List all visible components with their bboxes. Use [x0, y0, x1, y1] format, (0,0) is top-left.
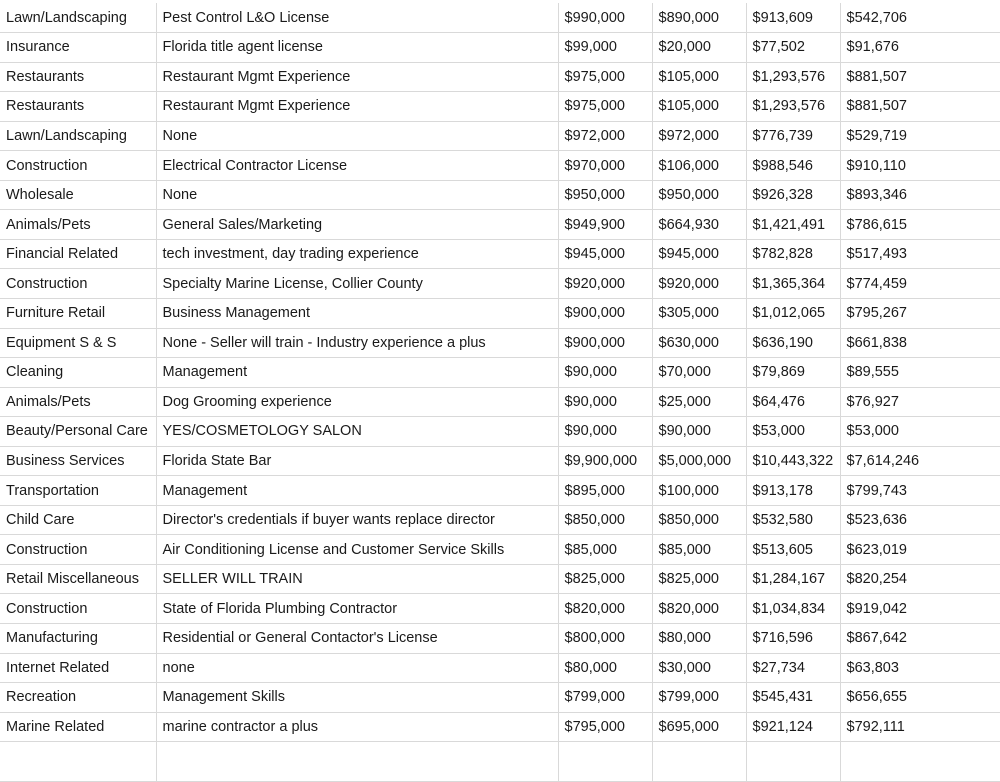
cell-requirements[interactable]: Pest Control L&O License [156, 3, 558, 33]
data-table [0, 3, 1000, 782]
cell-category[interactable]: Internet Related [0, 653, 156, 683]
cell-category[interactable]: Financial Related [0, 239, 156, 269]
table-row[interactable] [0, 151, 1000, 181]
cell-cash-flow[interactable]: $529,719 [840, 121, 1000, 151]
cell-requirements[interactable]: Specialty Marine License, Collier County [156, 269, 558, 299]
cell-category[interactable]: Child Care [0, 505, 156, 535]
cell-gross-revenue[interactable]: $545,431 [746, 683, 840, 713]
cell-asking-price[interactable]: $90,000 [558, 358, 652, 388]
cell-gross-revenue[interactable]: $10,443,322 [746, 446, 840, 476]
table-row[interactable] [0, 476, 1000, 506]
cell-gross-revenue[interactable]: $532,580 [746, 505, 840, 535]
cell-requirements[interactable]: None - Seller will train - Industry experience a plus [156, 328, 558, 358]
table-row[interactable] [0, 33, 1000, 63]
cell-requirements[interactable]: Air Conditioning License and Customer Service Skills [156, 535, 558, 565]
table-row[interactable] [0, 298, 1000, 328]
table-row[interactable] [0, 505, 1000, 535]
cell-gross-revenue[interactable]: $53,000 [746, 417, 840, 447]
cell-down-payment[interactable]: $5,000,000 [652, 446, 746, 476]
cell-gross-revenue[interactable]: $1,034,834 [746, 594, 840, 624]
cell-gross-revenue[interactable]: $913,609 [746, 3, 840, 33]
cell-requirements[interactable]: General Sales/Marketing [156, 210, 558, 240]
cell-asking-price[interactable]: $90,000 [558, 387, 652, 417]
cell-asking-price[interactable]: $9,900,000 [558, 446, 652, 476]
cell-cash-flow[interactable]: $881,507 [840, 92, 1000, 122]
cell-cash-flow[interactable]: $919,042 [840, 594, 1000, 624]
cell-requirements[interactable]: Florida State Bar [156, 446, 558, 476]
cell-category[interactable]: Recreation [0, 683, 156, 713]
cell-requirements[interactable]: none [156, 653, 558, 683]
cell-asking-price[interactable]: $799,000 [558, 683, 652, 713]
cell-category[interactable]: Cleaning [0, 358, 156, 388]
cell-requirements[interactable]: tech investment, day trading experience [156, 239, 558, 269]
cell-cash-flow[interactable]: $76,927 [840, 387, 1000, 417]
cell-asking-price[interactable]: $850,000 [558, 505, 652, 535]
cell-cash-flow[interactable]: $774,459 [840, 269, 1000, 299]
cell-requirements[interactable]: Florida title agent license [156, 33, 558, 63]
cell-gross-revenue[interactable]: $79,869 [746, 358, 840, 388]
cell-category[interactable]: Transportation [0, 476, 156, 506]
cell-gross-revenue[interactable]: $64,476 [746, 387, 840, 417]
cell-down-payment[interactable]: $105,000 [652, 92, 746, 122]
cell-asking-price[interactable]: $795,000 [558, 712, 652, 742]
cell-requirements[interactable]: Electrical Contractor License [156, 151, 558, 181]
cell-asking-price[interactable]: $900,000 [558, 328, 652, 358]
table-row[interactable] [0, 210, 1000, 240]
table-row[interactable] [0, 594, 1000, 624]
cell-cash-flow[interactable]: $820,254 [840, 564, 1000, 594]
cell-gross-revenue[interactable]: $913,178 [746, 476, 840, 506]
cell-down-payment[interactable]: $630,000 [652, 328, 746, 358]
cell-requirements[interactable]: Management [156, 476, 558, 506]
cell-requirements[interactable]: Director's credentials if buyer wants replace director [156, 505, 558, 535]
cell-cash-flow[interactable]: $523,636 [840, 505, 1000, 535]
cell-gross-revenue[interactable]: $716,596 [746, 623, 840, 653]
cell-gross-revenue[interactable]: $636,190 [746, 328, 840, 358]
table-row[interactable] [0, 328, 1000, 358]
cell-cash-flow[interactable]: $656,655 [840, 683, 1000, 713]
cell-asking-price[interactable]: $820,000 [558, 594, 652, 624]
cell-gross-revenue[interactable]: $1,421,491 [746, 210, 840, 240]
cell-asking-price[interactable]: $920,000 [558, 269, 652, 299]
cell-cash-flow[interactable]: $89,555 [840, 358, 1000, 388]
cell-gross-revenue[interactable]: $1,284,167 [746, 564, 840, 594]
table-body [0, 3, 1000, 782]
table-row[interactable] [0, 564, 1000, 594]
cell-requirements[interactable]: Management Skills [156, 683, 558, 713]
cell-down-payment[interactable]: $799,000 [652, 683, 746, 713]
cell-down-payment[interactable]: $820,000 [652, 594, 746, 624]
cell-requirements[interactable]: None [156, 121, 558, 151]
cell-requirements[interactable]: SELLER WILL TRAIN [156, 564, 558, 594]
cell-category[interactable]: Beauty/Personal Care [0, 417, 156, 447]
cell-down-payment[interactable]: $950,000 [652, 180, 746, 210]
cell-category[interactable]: Construction [0, 151, 156, 181]
cell-down-payment[interactable]: $80,000 [652, 623, 746, 653]
table-row[interactable] [0, 712, 1000, 742]
table-row[interactable] [0, 653, 1000, 683]
cell-down-payment[interactable]: $920,000 [652, 269, 746, 299]
cell-cash-flow[interactable]: $91,676 [840, 33, 1000, 63]
empty-cell[interactable] [652, 742, 746, 782]
empty-cell[interactable] [558, 742, 652, 782]
table-row[interactable] [0, 62, 1000, 92]
cell-requirements[interactable]: Residential or General Contactor's License [156, 623, 558, 653]
table-row[interactable] [0, 535, 1000, 565]
cell-down-payment[interactable]: $30,000 [652, 653, 746, 683]
empty-cell[interactable] [156, 742, 558, 782]
cell-gross-revenue[interactable]: $1,293,576 [746, 92, 840, 122]
cell-requirements[interactable]: YES/COSMETOLOGY SALON [156, 417, 558, 447]
cell-asking-price[interactable]: $900,000 [558, 298, 652, 328]
cell-category[interactable]: Furniture Retail [0, 298, 156, 328]
cell-down-payment[interactable]: $105,000 [652, 62, 746, 92]
cell-cash-flow[interactable]: $893,346 [840, 180, 1000, 210]
table-row[interactable] [0, 623, 1000, 653]
empty-row[interactable] [0, 742, 1000, 782]
cell-cash-flow[interactable]: $53,000 [840, 417, 1000, 447]
cell-asking-price[interactable]: $80,000 [558, 653, 652, 683]
cell-category[interactable]: Construction [0, 594, 156, 624]
cell-cash-flow[interactable]: $517,493 [840, 239, 1000, 269]
cell-down-payment[interactable]: $890,000 [652, 3, 746, 33]
cell-asking-price[interactable]: $825,000 [558, 564, 652, 594]
cell-gross-revenue[interactable]: $988,546 [746, 151, 840, 181]
cell-requirements[interactable]: marine contractor a plus [156, 712, 558, 742]
cell-asking-price[interactable]: $895,000 [558, 476, 652, 506]
cell-gross-revenue[interactable]: $921,124 [746, 712, 840, 742]
cell-down-payment[interactable]: $25,000 [652, 387, 746, 417]
cell-cash-flow[interactable]: $799,743 [840, 476, 1000, 506]
cell-gross-revenue[interactable]: $782,828 [746, 239, 840, 269]
cell-gross-revenue[interactable]: $1,293,576 [746, 62, 840, 92]
cell-asking-price[interactable]: $975,000 [558, 92, 652, 122]
cell-gross-revenue[interactable]: $1,365,364 [746, 269, 840, 299]
cell-asking-price[interactable]: $950,000 [558, 180, 652, 210]
cell-down-payment[interactable]: $305,000 [652, 298, 746, 328]
table-row[interactable] [0, 180, 1000, 210]
table-row[interactable] [0, 358, 1000, 388]
cell-gross-revenue[interactable]: $27,734 [746, 653, 840, 683]
cell-cash-flow[interactable]: $795,267 [840, 298, 1000, 328]
table-row[interactable] [0, 121, 1000, 151]
cell-category[interactable]: Retail Miscellaneous [0, 564, 156, 594]
cell-down-payment[interactable]: $90,000 [652, 417, 746, 447]
cell-category[interactable]: Wholesale [0, 180, 156, 210]
empty-cell[interactable] [840, 742, 1000, 782]
cell-requirements[interactable]: Dog Grooming experience [156, 387, 558, 417]
table-row[interactable] [0, 269, 1000, 299]
cell-asking-price[interactable]: $945,000 [558, 239, 652, 269]
cell-category[interactable]: Equipment S & S [0, 328, 156, 358]
cell-cash-flow[interactable]: $867,642 [840, 623, 1000, 653]
cell-category[interactable]: Construction [0, 535, 156, 565]
table-row[interactable] [0, 446, 1000, 476]
cell-cash-flow[interactable]: $7,614,246 [840, 446, 1000, 476]
cell-asking-price[interactable]: $975,000 [558, 62, 652, 92]
cell-down-payment[interactable]: $85,000 [652, 535, 746, 565]
cell-down-payment[interactable]: $20,000 [652, 33, 746, 63]
table-row[interactable] [0, 387, 1000, 417]
cell-asking-price[interactable]: $949,900 [558, 210, 652, 240]
cell-asking-price[interactable]: $800,000 [558, 623, 652, 653]
cell-category[interactable]: Restaurants [0, 92, 156, 122]
cell-asking-price[interactable]: $85,000 [558, 535, 652, 565]
cell-asking-price[interactable]: $972,000 [558, 121, 652, 151]
cell-down-payment[interactable]: $972,000 [652, 121, 746, 151]
cell-cash-flow[interactable]: $786,615 [840, 210, 1000, 240]
cell-asking-price[interactable]: $90,000 [558, 417, 652, 447]
cell-down-payment[interactable]: $695,000 [652, 712, 746, 742]
cell-category[interactable]: Manufacturing [0, 623, 156, 653]
cell-requirements[interactable]: Business Management [156, 298, 558, 328]
cell-gross-revenue[interactable]: $1,012,065 [746, 298, 840, 328]
cell-down-payment[interactable]: $70,000 [652, 358, 746, 388]
cell-requirements[interactable]: Management [156, 358, 558, 388]
cell-cash-flow[interactable]: $910,110 [840, 151, 1000, 181]
cell-requirements[interactable]: Restaurant Mgmt Experience [156, 62, 558, 92]
cell-cash-flow[interactable]: $881,507 [840, 62, 1000, 92]
cell-asking-price[interactable]: $970,000 [558, 151, 652, 181]
cell-category[interactable]: Lawn/Landscaping [0, 121, 156, 151]
cell-requirements[interactable]: State of Florida Plumbing Contractor [156, 594, 558, 624]
cell-asking-price[interactable]: $99,000 [558, 33, 652, 63]
cell-category[interactable]: Construction [0, 269, 156, 299]
cell-gross-revenue[interactable]: $77,502 [746, 33, 840, 63]
cell-category[interactable]: Insurance [0, 33, 156, 63]
table-row[interactable] [0, 417, 1000, 447]
cell-gross-revenue[interactable]: $776,739 [746, 121, 840, 151]
cell-asking-price[interactable]: $990,000 [558, 3, 652, 33]
cell-category[interactable]: Business Services [0, 446, 156, 476]
cell-down-payment[interactable]: $825,000 [652, 564, 746, 594]
cell-requirements[interactable]: None [156, 180, 558, 210]
table-row[interactable] [0, 683, 1000, 713]
cell-down-payment[interactable]: $850,000 [652, 505, 746, 535]
cell-cash-flow[interactable]: $661,838 [840, 328, 1000, 358]
cell-gross-revenue[interactable]: $926,328 [746, 180, 840, 210]
table-row[interactable] [0, 3, 1000, 33]
cell-cash-flow[interactable]: $792,111 [840, 712, 1000, 742]
cell-category[interactable]: Animals/Pets [0, 387, 156, 417]
cell-category[interactable]: Animals/Pets [0, 210, 156, 240]
cell-cash-flow[interactable]: $63,803 [840, 653, 1000, 683]
table-row[interactable] [0, 92, 1000, 122]
cell-down-payment[interactable]: $106,000 [652, 151, 746, 181]
cell-category[interactable]: Restaurants [0, 62, 156, 92]
cell-down-payment[interactable]: $945,000 [652, 239, 746, 269]
cell-gross-revenue[interactable]: $513,605 [746, 535, 840, 565]
table-row[interactable] [0, 239, 1000, 269]
cell-category[interactable]: Lawn/Landscaping [0, 3, 156, 33]
cell-cash-flow[interactable]: $623,019 [840, 535, 1000, 565]
empty-cell[interactable] [0, 742, 156, 782]
cell-down-payment[interactable]: $100,000 [652, 476, 746, 506]
cell-requirements[interactable]: Restaurant Mgmt Experience [156, 92, 558, 122]
cell-category[interactable]: Marine Related [0, 712, 156, 742]
cell-down-payment[interactable]: $664,930 [652, 210, 746, 240]
empty-cell[interactable] [746, 742, 840, 782]
cell-cash-flow[interactable]: $542,706 [840, 3, 1000, 33]
